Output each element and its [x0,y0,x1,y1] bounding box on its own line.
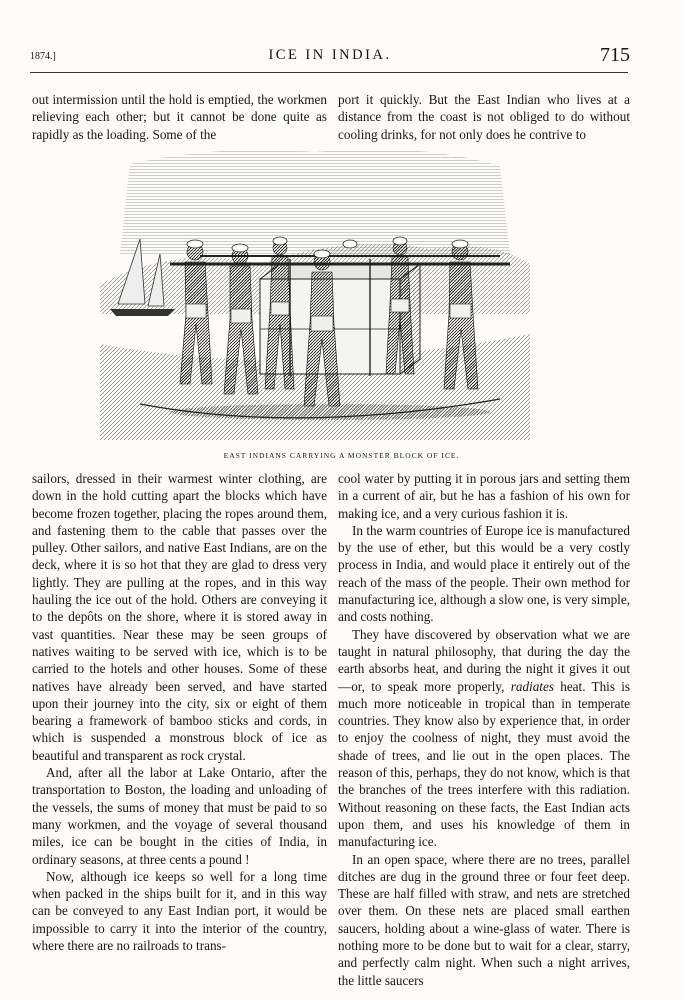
paragraph: In the warm countries of Europe ice is manufactured by the use of ether, but this would be a very costly process in India, and would place it entirely out of the reach of the mass of the people. Their own method for manufacturing ice, although a slow one, is very simple, and costs nothing. [338,522,630,625]
italic-word: radiates [510,678,554,694]
paragraph-part: They have discovered by observation what we are taught in natural philosophy, that during the day the earth absorbs heat, and during the night it gives it out—or, to speak more properly, [338,626,630,694]
paragraph: Now, although ice keeps so well for a long time when packed in the ships built for it, and in this way can be conveyed to any East Indian port, it would be impossible to carry it into the interior of the country, where there are no railroads to trans- [32,868,327,954]
page-number: 715 [600,44,630,66]
top-right-text: port it quickly. But the East Indian who lives at a distance from the coast is not obliged to do without cooling drinks, for not only does he contrive to [338,92,630,142]
top-left-text: out intermission until the hold is emptied, the workmen relieving each other; but it cannot be done quite as rapidly as the loading. Some of the [32,92,327,142]
paragraph-part: heat. This is much more noticeable in tropical than in temperate countries. They know also by experience that, in order to enjoy the coolness of night, they must avoid the shade of trees, and lie out in the open places. The reason of this, perhaps, they do not know, which is that the branches of the trees interfere with this radiation. Without reasoning on these facts, the East Indian acts upon them, and uses his knowledge of them in manufacturing ice. [338,678,631,850]
top-right-column [338,91,630,143]
paragraph [338,626,630,851]
figure-caption: EAST INDIANS CARRYING A MONSTER BLOCK OF ICE. [223,451,460,460]
header-year: 1874.] [30,51,56,62]
paragraph: cool water by putting it in porous jars and setting them in a current of air, but he has a fashion of his own for making ice, and a very curious fashion it is. [338,471,630,521]
engraving-illustration [100,144,530,440]
paragraph: And, after all the labor at Lake Ontario, after the transportation to Boston, the loading and unloading of the vessels, the sums of money that must be paid to so many workmen, and the voyage of several thousand miles, ice can be bought in the cities of India, in ordinary seasons, at three cents a pound ! [32,765,327,867]
right-column [338,470,630,989]
header-rule [30,72,628,73]
left-column [32,470,327,954]
paragraph: In an open space, where there are no trees, parallel ditches are dug in the ground three or four feet deep. These are half filled with straw, and nets are stretched over them. On these nets are placed small earthen saucers, holding about a wine-glass of water. There is nothing more to be done but to wait for a clear, starry, and perfectly calm night. When such a night arrives, the little saucers [338,851,630,988]
ice-carriers-engraving [100,144,530,440]
paragraph: sailors, dressed in their warmest winter clothing, are down in the hold cutting apart the blocks which have become frozen together, placing the ropes around them, and fastening them to the cable that passes over the pulley. Other sailors, and native East Indians, are on the deck, where it is so hot that they are glad to dress very lightly. They are pulling at the ropes, and in this way hauling the ice out of the hold. Others are conveying it to the depôts on the shore, where it is stored away in vast quantities. Near these may be seen groups of natives waiting to be served with ice, which is to be carried to the hotels and other houses. Some of these natives have already been served, and have started upon their journey into the city, six or eight of them bearing a framework of bamboo sticks and cords, in which is suspended a monstrous block of ice as beautiful and transparent as rock crystal. [32,471,327,763]
running-header [30,44,630,69]
header-title: ICE IN INDIA. [268,47,392,63]
top-left-column [32,91,327,143]
